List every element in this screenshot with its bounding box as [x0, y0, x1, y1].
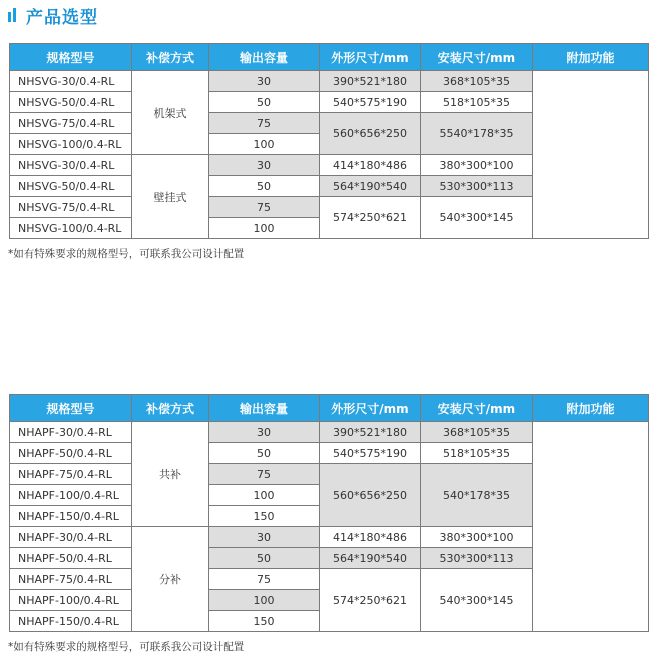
outline-cell: 564*190*540	[320, 548, 421, 569]
capacity-cell: 50	[209, 548, 320, 569]
install-cell: 530*300*113	[421, 548, 533, 569]
capacity-cell: 50	[209, 176, 320, 197]
outline-cell: 414*180*486	[320, 527, 421, 548]
table-row	[10, 422, 649, 443]
model-cell: NHAPF-150/0.4-RL	[10, 506, 132, 527]
outline-cell: 540*575*190	[320, 92, 421, 113]
extra-cell	[533, 422, 649, 632]
model-cell: NHAPF-100/0.4-RL	[10, 485, 132, 506]
compensation-cell: 共补	[132, 422, 209, 527]
model-cell: NHAPF-30/0.4-RL	[10, 527, 132, 548]
install-cell: 540*300*145	[421, 197, 533, 239]
outline-cell: 390*521*180	[320, 71, 421, 92]
install-cell: 380*300*100	[421, 527, 533, 548]
capacity-cell: 100	[209, 590, 320, 611]
header-outline: 外形尺寸/mm	[320, 44, 421, 71]
install-cell: 518*105*35	[421, 92, 533, 113]
install-cell: 368*105*35	[421, 422, 533, 443]
header-extra: 附加功能	[533, 395, 649, 422]
capacity-cell: 30	[209, 422, 320, 443]
header-outline: 外形尺寸/mm	[320, 395, 421, 422]
capacity-cell: 75	[209, 464, 320, 485]
header-compensation: 补偿方式	[132, 44, 209, 71]
model-cell: NHAPF-50/0.4-RL	[10, 443, 132, 464]
install-cell: 368*105*35	[421, 71, 533, 92]
outline-cell: 414*180*486	[320, 155, 421, 176]
header-install: 安装尺寸/mm	[421, 395, 533, 422]
capacity-cell: 150	[209, 611, 320, 632]
table-header-row	[10, 395, 649, 422]
install-cell: 530*300*113	[421, 176, 533, 197]
model-cell: NHAPF-150/0.4-RL	[10, 611, 132, 632]
header-install: 安装尺寸/mm	[421, 44, 533, 71]
capacity-cell: 30	[209, 71, 320, 92]
compensation-cell: 分补	[132, 527, 209, 632]
outline-cell: 560*656*250	[320, 113, 421, 155]
header-capacity: 输出容量	[209, 395, 320, 422]
header-capacity: 输出容量	[209, 44, 320, 71]
header-model: 规格型号	[10, 395, 132, 422]
page-title: 产品选型	[26, 7, 98, 28]
model-cell: NHAPF-75/0.4-RL	[10, 464, 132, 485]
model-cell: NHSVG-100/0.4-RL	[10, 218, 132, 239]
header-model: 规格型号	[10, 44, 132, 71]
outline-cell: 540*575*190	[320, 443, 421, 464]
model-cell: NHAPF-100/0.4-RL	[10, 590, 132, 611]
install-cell: 540*178*35	[421, 464, 533, 527]
outline-cell: 560*656*250	[320, 464, 421, 527]
model-cell: NHSVG-75/0.4-RL	[10, 197, 132, 218]
header-extra: 附加功能	[533, 44, 649, 71]
svg-spec-table	[9, 43, 649, 239]
capacity-cell: 50	[209, 443, 320, 464]
capacity-cell: 100	[209, 134, 320, 155]
install-cell: 518*105*35	[421, 443, 533, 464]
capacity-cell: 75	[209, 113, 320, 134]
header-compensation: 补偿方式	[132, 395, 209, 422]
model-cell: NHSVG-30/0.4-RL	[10, 155, 132, 176]
section-heading	[8, 3, 98, 27]
capacity-cell: 30	[209, 527, 320, 548]
capacity-cell: 75	[209, 197, 320, 218]
capacity-cell: 50	[209, 92, 320, 113]
model-cell: NHAPF-75/0.4-RL	[10, 569, 132, 590]
footnote: *如有特殊要求的规格型号，可联系我公司设计配置	[8, 248, 245, 260]
outline-cell: 574*250*621	[320, 197, 421, 239]
capacity-cell: 100	[209, 218, 320, 239]
model-cell: NHAPF-50/0.4-RL	[10, 548, 132, 569]
title-bar-icon	[8, 8, 16, 22]
capacity-cell: 75	[209, 569, 320, 590]
outline-cell: 390*521*180	[320, 422, 421, 443]
model-cell: NHSVG-30/0.4-RL	[10, 71, 132, 92]
capacity-cell: 30	[209, 155, 320, 176]
install-cell: 380*300*100	[421, 155, 533, 176]
install-cell: 540*300*145	[421, 569, 533, 632]
compensation-cell: 壁挂式	[132, 155, 209, 239]
extra-cell	[533, 71, 649, 239]
outline-cell: 574*250*621	[320, 569, 421, 632]
table-row	[10, 71, 649, 92]
model-cell: NHSVG-75/0.4-RL	[10, 113, 132, 134]
compensation-cell: 机架式	[132, 71, 209, 155]
outline-cell: 564*190*540	[320, 176, 421, 197]
table-header-row	[10, 44, 649, 71]
model-cell: NHAPF-30/0.4-RL	[10, 422, 132, 443]
install-cell: 5540*178*35	[421, 113, 533, 155]
apf-spec-table	[9, 394, 649, 632]
model-cell: NHSVG-100/0.4-RL	[10, 134, 132, 155]
capacity-cell: 100	[209, 485, 320, 506]
model-cell: NHSVG-50/0.4-RL	[10, 176, 132, 197]
model-cell: NHSVG-50/0.4-RL	[10, 92, 132, 113]
capacity-cell: 150	[209, 506, 320, 527]
footnote: *如有特殊要求的规格型号，可联系我公司设计配置	[8, 641, 245, 653]
